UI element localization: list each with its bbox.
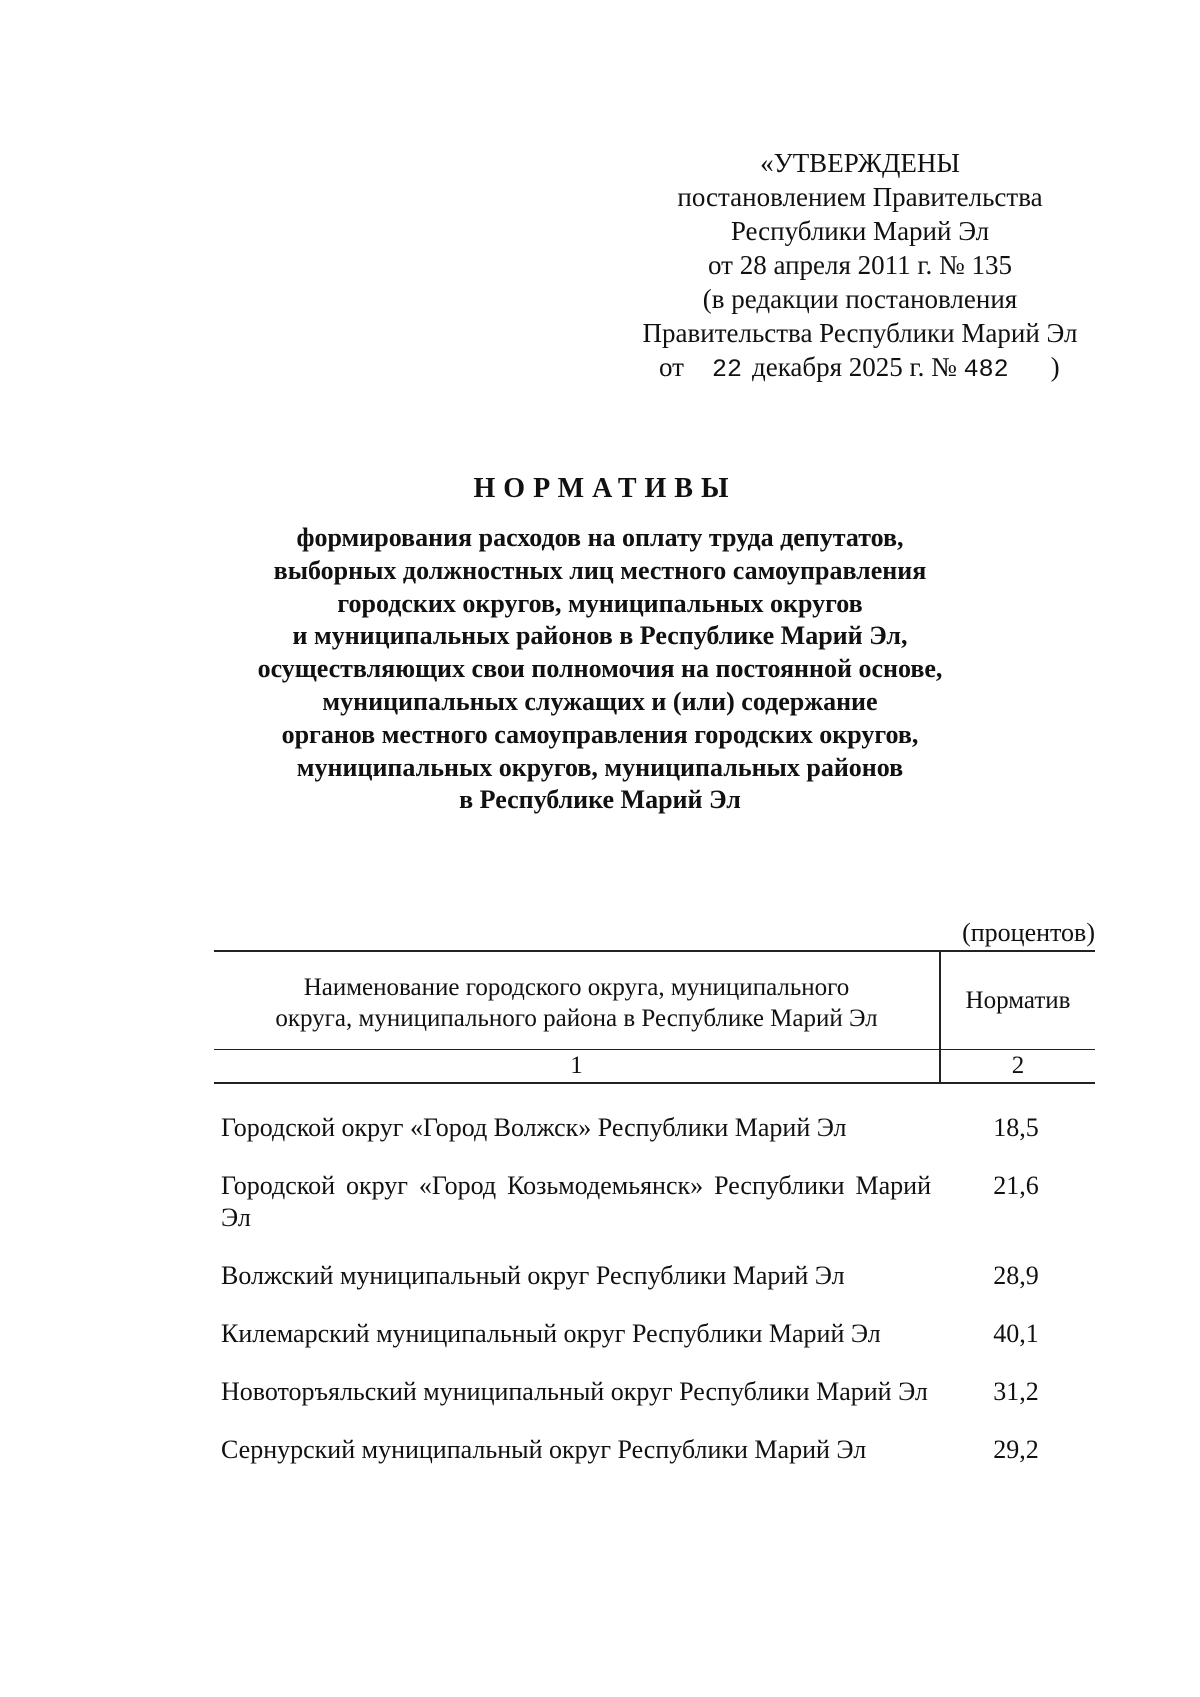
subtitle-line: муниципальных округов, муниципальных районов <box>296 752 904 782</box>
row-value: 29,2 <box>993 1435 1039 1464</box>
row-value: 40,1 <box>993 1319 1039 1348</box>
table-row <box>221 1434 1101 1466</box>
approval-line: Правительства Республики Марий Эл <box>642 318 1078 348</box>
table-row <box>221 1170 1101 1234</box>
table-row <box>221 1376 1101 1408</box>
approval-date-line <box>610 350 1110 387</box>
table-row <box>221 1318 1101 1350</box>
column-number-2: 2 <box>1011 1052 1025 1079</box>
subtitle-line: выборных должностных лиц местного самоуправления <box>273 555 927 585</box>
approval-line: (в редакции постановления <box>702 284 1018 314</box>
row-name: Сернурский муниципальный округ Республики Марий Эл <box>221 1435 867 1464</box>
row-value: 28,9 <box>993 1261 1039 1290</box>
approval-date-prefix: от <box>659 352 684 382</box>
subtitle-line: осуществляющих свои полномочия на постоянной основе, <box>257 654 943 684</box>
row-name: Новоторъяльский муниципальный округ Республики Марий Эл <box>221 1377 928 1406</box>
table-column-numbers <box>214 1050 1095 1082</box>
subtitle-line: муниципальных служащих и (или) содержание <box>322 686 878 716</box>
column-number-1: 1 <box>214 1050 941 1082</box>
units-label: (процентов) <box>962 918 1095 947</box>
header-name-column <box>214 952 941 1049</box>
approval-number: 482 <box>963 355 1009 384</box>
table-body <box>221 1112 1101 1492</box>
row-value: 31,2 <box>993 1377 1039 1406</box>
row-name: Городской округ «Город Волжск» Республики Марий Эл <box>221 1113 847 1142</box>
approval-line: Республики Марий Эл <box>730 216 990 246</box>
header-name-line: округа, муниципального района в Республике Марий Эл <box>275 1005 878 1032</box>
row-name: Городской округ «Город Козьмодемьянск» Республики Марий Эл <box>221 1171 931 1232</box>
table-header <box>214 950 1095 1084</box>
row-value: 18,5 <box>993 1113 1039 1142</box>
table-header-row <box>214 952 1095 1050</box>
subtitle-line: и муниципальных районов в Республике Марий Эл, <box>292 621 908 651</box>
approval-date-suffix: ) <box>1050 352 1060 382</box>
subtitle-line: городских округов, муниципальных округов <box>337 588 863 618</box>
table-row <box>221 1112 1101 1144</box>
approval-date-middle: декабря 2025 г. № <box>751 352 957 382</box>
row-value: 21,6 <box>993 1171 1039 1200</box>
approval-stamp-block <box>610 146 1110 387</box>
header-name-line: Наименование городского округа, муниципального <box>303 974 850 1001</box>
approval-line: постановлением Правительства <box>677 182 1043 212</box>
header-norm-column: Норматив <box>965 986 1071 1014</box>
document-title: НОРМАТИВЫ <box>473 473 737 504</box>
approval-line: от 28 апреля 2011 г. № 135 <box>708 250 1012 280</box>
row-name: Килемарский муниципальный округ Республики Марий Эл <box>221 1319 881 1348</box>
approval-day: 22 <box>711 355 742 384</box>
subtitle-line: в Республике Марий Эл <box>459 785 741 815</box>
row-name: Волжский муниципальный округ Республики Марий Эл <box>221 1261 845 1290</box>
table-row <box>221 1260 1101 1292</box>
subtitle-line: формирования расходов на оплату труда депутатов, <box>296 523 904 552</box>
document-subtitle <box>150 522 1050 817</box>
approval-line: «УТВЕРЖДЕНЫ <box>760 148 960 178</box>
subtitle-line: органов местного самоуправления городских округов, <box>281 719 919 749</box>
